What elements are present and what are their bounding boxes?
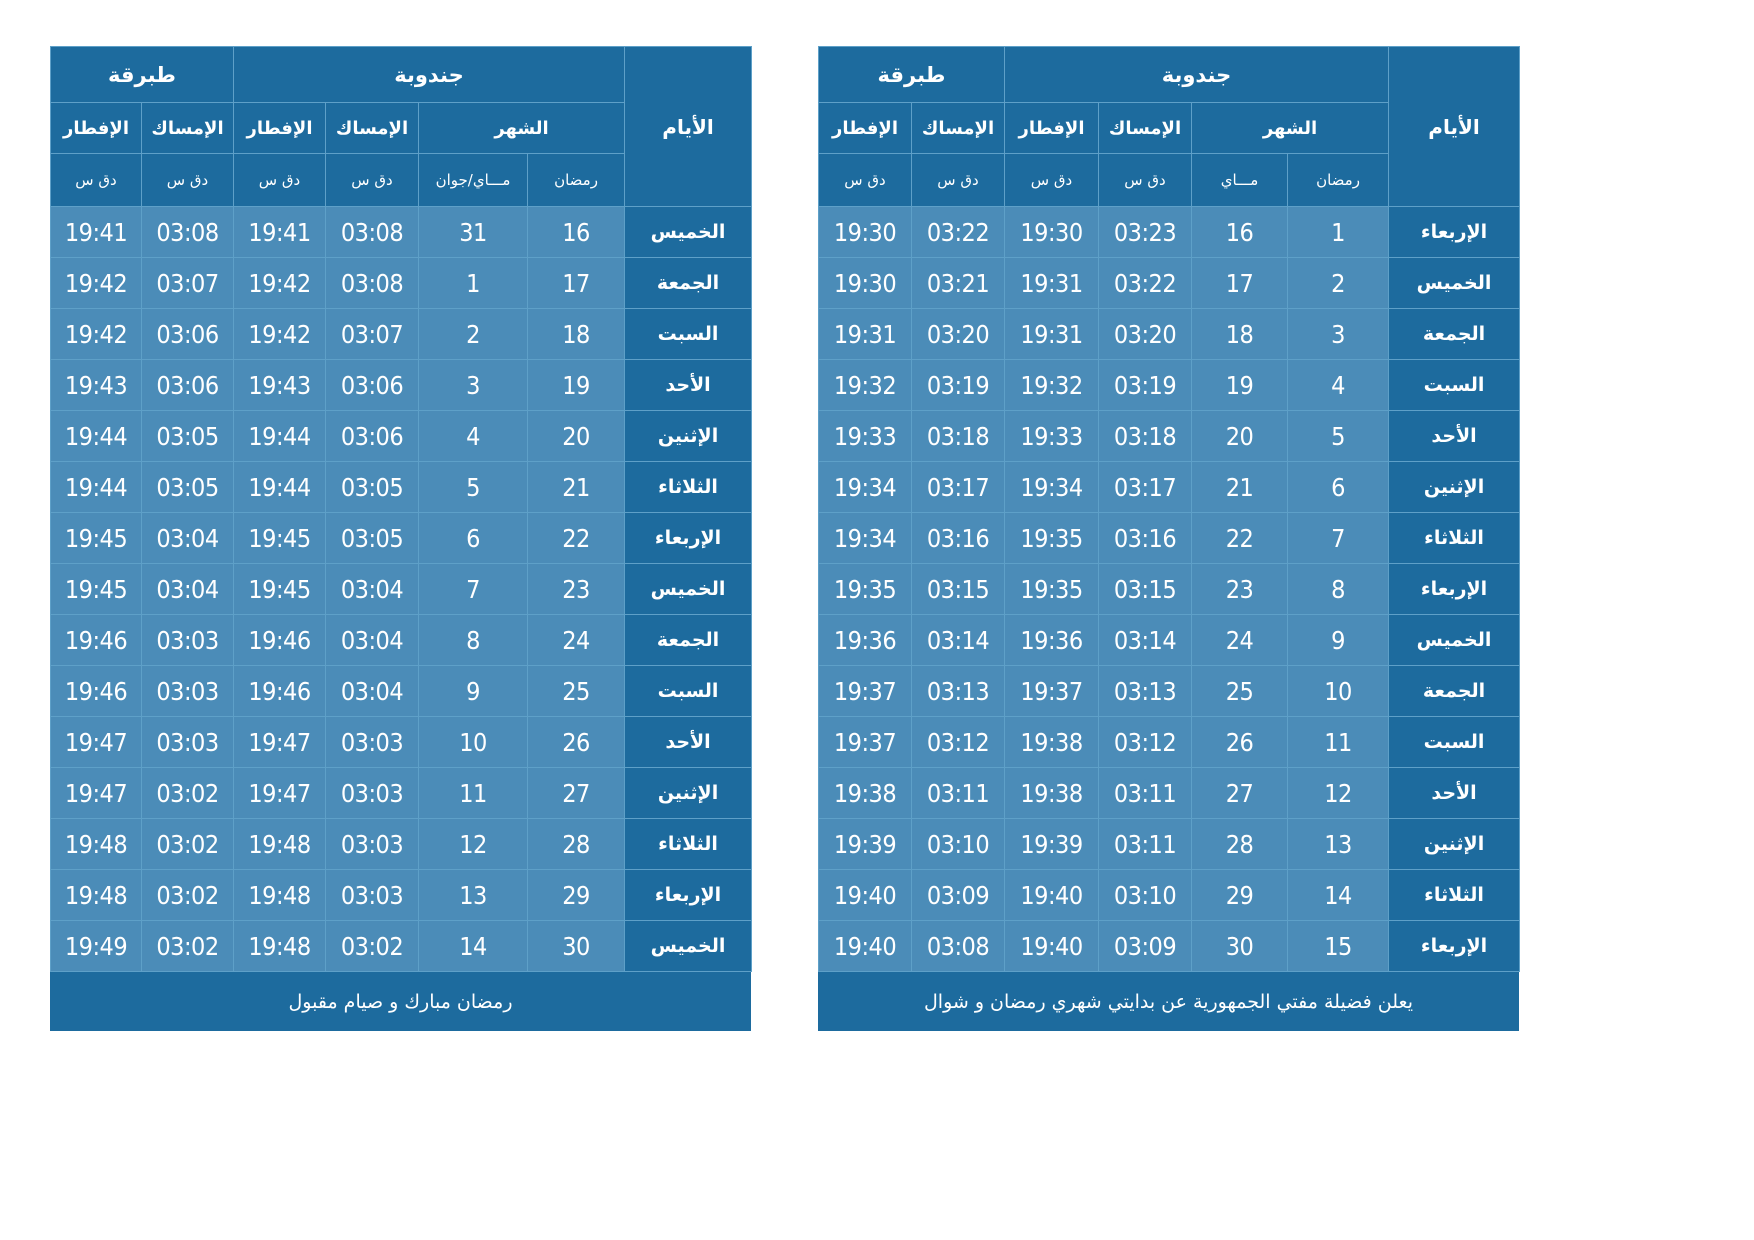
tabarka-imsak-cell: 03:05 — [142, 462, 234, 513]
jendouba-iftar-cell: 19:47 — [234, 768, 326, 819]
tabarka-imsak-cell: 03:08 — [912, 921, 1005, 972]
gregorian-date-cell: 13 — [419, 870, 528, 921]
weekday-cell: الإربعاء — [1389, 564, 1520, 615]
gregorian-date-cell: 8 — [419, 615, 528, 666]
jendouba-imsak-cell: 03:11 — [1099, 819, 1192, 870]
jendouba-iftar-header: الإفطار — [1005, 103, 1099, 154]
tabarka-iftar-cell: 19:47 — [51, 768, 142, 819]
jendouba-imsak-cell: 03:06 — [326, 360, 419, 411]
jendouba-imsak-cell: 03:09 — [1099, 921, 1192, 972]
ramadan-day-cell: 1 — [1288, 207, 1389, 258]
weekday-cell: الإربعاء — [1389, 207, 1520, 258]
tabarka-imsak-cell: 03:06 — [142, 360, 234, 411]
gregorian-date-cell: 2 — [419, 309, 528, 360]
tabarka-iftar-cell: 19:39 — [819, 819, 912, 870]
jendouba-iftar-cell: 19:48 — [234, 819, 326, 870]
tabarka-imsak-cell: 03:04 — [142, 564, 234, 615]
jendouba-iftar-header: الإفطار — [234, 103, 326, 154]
jendouba-imsak-cell: 03:05 — [326, 513, 419, 564]
ramadan-day-cell: 15 — [1288, 921, 1389, 972]
tabarka-imsak-cell: 03:17 — [912, 462, 1005, 513]
tabarka-imsak-cell: 03:04 — [142, 513, 234, 564]
jendouba-imsak-cell: 03:22 — [1099, 258, 1192, 309]
tabarka-imsak-cell: 03:21 — [912, 258, 1005, 309]
jendouba-iftar-cell: 19:35 — [1005, 513, 1099, 564]
weekday-cell: الأحد — [625, 717, 752, 768]
jendouba-iftar-cell: 19:39 — [1005, 819, 1099, 870]
weekday-cell: الخميس — [625, 207, 752, 258]
ramadan-day-cell: 18 — [528, 309, 625, 360]
gregorian-date-cell: 10 — [419, 717, 528, 768]
weekday-cell: الإثنين — [625, 768, 752, 819]
jendouba-imsak-cell: 03:07 — [326, 309, 419, 360]
ramadan-day-cell: 27 — [528, 768, 625, 819]
tabarka-iftar-cell: 19:46 — [51, 615, 142, 666]
ramadan-day-cell: 23 — [528, 564, 625, 615]
tabarka-imsak-cell: 03:03 — [142, 717, 234, 768]
footer-greeting: رمضان مبارك و صيام مقبول — [288, 990, 513, 1013]
table-row — [819, 513, 1520, 564]
ramadan-day-cell: 16 — [528, 207, 625, 258]
gregorian-month-header: مـــاي — [1192, 154, 1288, 207]
table-row — [819, 666, 1520, 717]
jendouba-iftar-cell: 19:42 — [234, 309, 326, 360]
ramadan-day-cell: 6 — [1288, 462, 1389, 513]
ramadan-day-cell: 26 — [528, 717, 625, 768]
table-row — [819, 207, 1520, 258]
weekday-cell: الجمعة — [625, 258, 752, 309]
weekday-cell: الجمعة — [625, 615, 752, 666]
weekday-cell: الثلاثاء — [625, 819, 752, 870]
gregorian-date-cell: 1 — [419, 258, 528, 309]
weekday-cell: الثلاثاء — [625, 462, 752, 513]
tabarka-imsak-cell: 03:20 — [912, 309, 1005, 360]
schedule-panel-first-half — [818, 46, 1519, 1031]
tabarka-iftar-cell: 19:43 — [51, 360, 142, 411]
weekday-cell: الأحد — [1389, 768, 1520, 819]
gregorian-date-cell: 26 — [1192, 717, 1288, 768]
weekday-cell: الخميس — [625, 921, 752, 972]
ramadan-day-cell: 20 — [528, 411, 625, 462]
weekday-cell: السبت — [1389, 360, 1520, 411]
gregorian-date-cell: 16 — [1192, 207, 1288, 258]
tabarka-imsak-cell: 03:05 — [142, 411, 234, 462]
ramadan-day-cell: 9 — [1288, 615, 1389, 666]
jendouba-imsak-cell: 03:13 — [1099, 666, 1192, 717]
ramadan-day-cell: 17 — [528, 258, 625, 309]
table-row — [51, 513, 752, 564]
gregorian-date-cell: 30 — [1192, 921, 1288, 972]
ramadan-day-cell: 2 — [1288, 258, 1389, 309]
ramadan-day-header: رمضان — [1288, 154, 1389, 207]
weekday-cell: الإثنين — [1389, 462, 1520, 513]
table-row — [819, 717, 1520, 768]
tabarka-imsak-cell: 03:08 — [142, 207, 234, 258]
city-header-jendouba: جندوبة — [234, 47, 625, 103]
weekday-cell: الثلاثاء — [1389, 870, 1520, 921]
weekday-cell: الخميس — [1389, 615, 1520, 666]
schedule-panel-second-half — [50, 46, 751, 1031]
jendouba-iftar-cell: 19:46 — [234, 666, 326, 717]
jendouba-iftar-cell: 19:48 — [234, 870, 326, 921]
tabarka-iftar-cell: 19:34 — [819, 462, 912, 513]
table-row — [819, 615, 1520, 666]
gregorian-date-cell: 5 — [419, 462, 528, 513]
tabarka-iftar-cell: 19:38 — [819, 768, 912, 819]
jendouba-imsak-cell: 03:03 — [326, 717, 419, 768]
jendouba-iftar-cell: 19:46 — [234, 615, 326, 666]
gregorian-month-header: مـــاي/جوان — [419, 154, 528, 207]
weekday-cell: الإربعاء — [625, 870, 752, 921]
ramadan-day-cell: 13 — [1288, 819, 1389, 870]
tabarka-imsak-header: الإمساك — [142, 103, 234, 154]
table-row — [51, 666, 752, 717]
gregorian-date-cell: 28 — [1192, 819, 1288, 870]
weekday-cell: الإربعاء — [625, 513, 752, 564]
table-row — [51, 768, 752, 819]
tabarka-imsak-cell: 03:03 — [142, 666, 234, 717]
gregorian-date-cell: 31 — [419, 207, 528, 258]
tabarka-iftar-cell: 19:32 — [819, 360, 912, 411]
gregorian-date-cell: 7 — [419, 564, 528, 615]
ramadan-day-cell: 11 — [1288, 717, 1389, 768]
gregorian-date-cell: 22 — [1192, 513, 1288, 564]
tabarka-iftar-cell: 19:36 — [819, 615, 912, 666]
table-row — [819, 564, 1520, 615]
jendouba-imsak-cell: 03:16 — [1099, 513, 1192, 564]
ramadan-day-cell: 7 — [1288, 513, 1389, 564]
jendouba-imsak-cell: 03:10 — [1099, 870, 1192, 921]
footer-announcement: يعلن فضيلة مفتي الجمهورية عن بدايتي شهري رمضان و شوال — [923, 990, 1414, 1013]
tabarka-iftar-cell: 19:44 — [51, 462, 142, 513]
jendouba-iftar-cell: 19:34 — [1005, 462, 1099, 513]
ramadan-day-cell: 22 — [528, 513, 625, 564]
jendouba-iftar-cell: 19:32 — [1005, 360, 1099, 411]
unit-label: دق س — [819, 154, 912, 207]
jendouba-iftar-cell: 19:44 — [234, 462, 326, 513]
jendouba-iftar-cell: 19:45 — [234, 564, 326, 615]
days-column-header: الأيام — [625, 47, 752, 207]
table-row — [819, 258, 1520, 309]
jendouba-iftar-cell: 19:38 — [1005, 768, 1099, 819]
jendouba-imsak-header: الإمساك — [326, 103, 419, 154]
jendouba-imsak-cell: 03:05 — [326, 462, 419, 513]
unit-label: دق س — [234, 154, 326, 207]
gregorian-date-cell: 21 — [1192, 462, 1288, 513]
gregorian-date-cell: 6 — [419, 513, 528, 564]
city-header-tabarka: طبرقة — [819, 47, 1005, 103]
jendouba-iftar-cell: 19:35 — [1005, 564, 1099, 615]
weekday-cell: الثلاثاء — [1389, 513, 1520, 564]
tabarka-iftar-cell: 19:41 — [51, 207, 142, 258]
jendouba-iftar-cell: 19:45 — [234, 513, 326, 564]
tabarka-iftar-cell: 19:48 — [51, 819, 142, 870]
gregorian-date-cell: 25 — [1192, 666, 1288, 717]
unit-label: دق س — [1099, 154, 1192, 207]
jendouba-imsak-cell: 03:04 — [326, 666, 419, 717]
tabarka-imsak-cell: 03:15 — [912, 564, 1005, 615]
tabarka-imsak-cell: 03:22 — [912, 207, 1005, 258]
weekday-cell: السبت — [1389, 717, 1520, 768]
table-row — [51, 717, 752, 768]
ramadan-day-cell: 25 — [528, 666, 625, 717]
jendouba-imsak-cell: 03:04 — [326, 615, 419, 666]
gregorian-date-cell: 17 — [1192, 258, 1288, 309]
tabarka-iftar-cell: 19:34 — [819, 513, 912, 564]
gregorian-date-cell: 27 — [1192, 768, 1288, 819]
ramadan-day-cell: 14 — [1288, 870, 1389, 921]
jendouba-iftar-cell: 19:38 — [1005, 717, 1099, 768]
jendouba-imsak-cell: 03:03 — [326, 819, 419, 870]
tabarka-iftar-cell: 19:48 — [51, 870, 142, 921]
tabarka-imsak-cell: 03:02 — [142, 921, 234, 972]
tabarka-imsak-cell: 03:02 — [142, 819, 234, 870]
tabarka-imsak-cell: 03:10 — [912, 819, 1005, 870]
gregorian-date-cell: 11 — [419, 768, 528, 819]
table-row — [51, 870, 752, 921]
weekday-cell: السبت — [625, 309, 752, 360]
table-row — [51, 819, 752, 870]
weekday-cell: الأحد — [1389, 411, 1520, 462]
tabarka-iftar-cell: 19:42 — [51, 309, 142, 360]
table-row — [51, 258, 752, 309]
gregorian-date-cell: 18 — [1192, 309, 1288, 360]
jendouba-imsak-cell: 03:14 — [1099, 615, 1192, 666]
tabarka-imsak-cell: 03:03 — [142, 615, 234, 666]
table-row — [51, 615, 752, 666]
tabarka-imsak-cell: 03:16 — [912, 513, 1005, 564]
weekday-cell: الأحد — [625, 360, 752, 411]
ramadan-day-cell: 8 — [1288, 564, 1389, 615]
ramadan-day-cell: 24 — [528, 615, 625, 666]
jendouba-iftar-cell: 19:47 — [234, 717, 326, 768]
table-row — [819, 921, 1520, 972]
schedule-table — [50, 46, 752, 972]
jendouba-imsak-cell: 03:20 — [1099, 309, 1192, 360]
jendouba-iftar-cell: 19:40 — [1005, 921, 1099, 972]
table-row — [819, 360, 1520, 411]
city-header-tabarka: طبرقة — [51, 47, 234, 103]
jendouba-iftar-cell: 19:36 — [1005, 615, 1099, 666]
table-row — [51, 360, 752, 411]
jendouba-iftar-cell: 19:43 — [234, 360, 326, 411]
tabarka-iftar-cell: 19:33 — [819, 411, 912, 462]
jendouba-imsak-cell: 03:08 — [326, 258, 419, 309]
weekday-cell: السبت — [625, 666, 752, 717]
unit-label: دق س — [1005, 154, 1099, 207]
gregorian-date-cell: 23 — [1192, 564, 1288, 615]
tabarka-imsak-cell: 03:13 — [912, 666, 1005, 717]
tabarka-iftar-cell: 19:40 — [819, 870, 912, 921]
ramadan-day-cell: 10 — [1288, 666, 1389, 717]
jendouba-iftar-cell: 19:41 — [234, 207, 326, 258]
table-row — [51, 462, 752, 513]
jendouba-imsak-cell: 03:06 — [326, 411, 419, 462]
tabarka-iftar-header: الإفطار — [819, 103, 912, 154]
ramadan-day-cell: 4 — [1288, 360, 1389, 411]
jendouba-imsak-cell: 03:15 — [1099, 564, 1192, 615]
days-column-header: الأيام — [1389, 47, 1520, 207]
schedule-table — [818, 46, 1520, 972]
jendouba-imsak-cell: 03:02 — [326, 921, 419, 972]
tabarka-imsak-cell: 03:14 — [912, 615, 1005, 666]
jendouba-imsak-cell: 03:03 — [326, 870, 419, 921]
jendouba-imsak-cell: 03:03 — [326, 768, 419, 819]
jendouba-imsak-cell: 03:08 — [326, 207, 419, 258]
table-row — [51, 921, 752, 972]
ramadan-day-cell: 3 — [1288, 309, 1389, 360]
tabarka-imsak-cell: 03:09 — [912, 870, 1005, 921]
table-row — [819, 309, 1520, 360]
table-row — [819, 819, 1520, 870]
table-row — [51, 207, 752, 258]
jendouba-imsak-header: الإمساك — [1099, 103, 1192, 154]
jendouba-iftar-cell: 19:37 — [1005, 666, 1099, 717]
ramadan-day-header: رمضان — [528, 154, 625, 207]
ramadan-day-cell: 21 — [528, 462, 625, 513]
tabarka-iftar-cell: 19:30 — [819, 207, 912, 258]
ramadan-day-cell: 28 — [528, 819, 625, 870]
tabarka-imsak-cell: 03:02 — [142, 870, 234, 921]
tabarka-iftar-cell: 19:49 — [51, 921, 142, 972]
table-row — [819, 768, 1520, 819]
tabarka-iftar-cell: 19:47 — [51, 717, 142, 768]
month-header: الشهر — [419, 103, 625, 154]
gregorian-date-cell: 12 — [419, 819, 528, 870]
gregorian-date-cell: 29 — [1192, 870, 1288, 921]
gregorian-date-cell: 24 — [1192, 615, 1288, 666]
table-row — [819, 411, 1520, 462]
ramadan-day-cell: 12 — [1288, 768, 1389, 819]
jendouba-imsak-cell: 03:18 — [1099, 411, 1192, 462]
tabarka-iftar-cell: 19:46 — [51, 666, 142, 717]
jendouba-imsak-cell: 03:04 — [326, 564, 419, 615]
weekday-cell: الجمعة — [1389, 666, 1520, 717]
table-row — [51, 411, 752, 462]
gregorian-date-cell: 20 — [1192, 411, 1288, 462]
table-row — [819, 462, 1520, 513]
table-row — [819, 870, 1520, 921]
gregorian-date-cell: 3 — [419, 360, 528, 411]
ramadan-day-cell: 30 — [528, 921, 625, 972]
jendouba-iftar-cell: 19:30 — [1005, 207, 1099, 258]
gregorian-date-cell: 9 — [419, 666, 528, 717]
unit-label: دق س — [142, 154, 234, 207]
weekday-cell: الخميس — [625, 564, 752, 615]
jendouba-iftar-cell: 19:31 — [1005, 258, 1099, 309]
jendouba-iftar-cell: 19:44 — [234, 411, 326, 462]
tabarka-imsak-cell: 03:11 — [912, 768, 1005, 819]
tabarka-iftar-cell: 19:35 — [819, 564, 912, 615]
tabarka-iftar-cell: 19:37 — [819, 717, 912, 768]
table-row — [51, 564, 752, 615]
tabarka-imsak-cell: 03:18 — [912, 411, 1005, 462]
tabarka-imsak-cell: 03:07 — [142, 258, 234, 309]
tabarka-iftar-cell: 19:40 — [819, 921, 912, 972]
gregorian-date-cell: 19 — [1192, 360, 1288, 411]
tabarka-iftar-cell: 19:45 — [51, 564, 142, 615]
tabarka-imsak-cell: 03:19 — [912, 360, 1005, 411]
jendouba-iftar-cell: 19:31 — [1005, 309, 1099, 360]
gregorian-date-cell: 4 — [419, 411, 528, 462]
unit-label: دق س — [912, 154, 1005, 207]
city-header-jendouba: جندوبة — [1005, 47, 1389, 103]
tabarka-imsak-cell: 03:12 — [912, 717, 1005, 768]
tabarka-iftar-cell: 19:45 — [51, 513, 142, 564]
weekday-cell: الإثنين — [1389, 819, 1520, 870]
tabarka-imsak-header: الإمساك — [912, 103, 1005, 154]
tabarka-imsak-cell: 03:06 — [142, 309, 234, 360]
jendouba-imsak-cell: 03:12 — [1099, 717, 1192, 768]
unit-label: دق س — [326, 154, 419, 207]
unit-label: دق س — [51, 154, 142, 207]
table-row — [51, 309, 752, 360]
jendouba-iftar-cell: 19:42 — [234, 258, 326, 309]
jendouba-iftar-cell: 19:48 — [234, 921, 326, 972]
jendouba-iftar-cell: 19:33 — [1005, 411, 1099, 462]
jendouba-imsak-cell: 03:19 — [1099, 360, 1192, 411]
gregorian-date-cell: 14 — [419, 921, 528, 972]
weekday-cell: الإثنين — [625, 411, 752, 462]
month-header: الشهر — [1192, 103, 1389, 154]
tabarka-iftar-cell: 19:31 — [819, 309, 912, 360]
tabarka-imsak-cell: 03:02 — [142, 768, 234, 819]
tabarka-iftar-header: الإفطار — [51, 103, 142, 154]
jendouba-imsak-cell: 03:17 — [1099, 462, 1192, 513]
weekday-cell: الجمعة — [1389, 309, 1520, 360]
tabarka-iftar-cell: 19:37 — [819, 666, 912, 717]
jendouba-iftar-cell: 19:40 — [1005, 870, 1099, 921]
weekday-cell: الإربعاء — [1389, 921, 1520, 972]
ramadan-day-cell: 29 — [528, 870, 625, 921]
ramadan-day-cell: 5 — [1288, 411, 1389, 462]
ramadan-day-cell: 19 — [528, 360, 625, 411]
weekday-cell: الخميس — [1389, 258, 1520, 309]
jendouba-imsak-cell: 03:23 — [1099, 207, 1192, 258]
tabarka-iftar-cell: 19:30 — [819, 258, 912, 309]
tabarka-iftar-cell: 19:44 — [51, 411, 142, 462]
tabarka-iftar-cell: 19:42 — [51, 258, 142, 309]
jendouba-imsak-cell: 03:11 — [1099, 768, 1192, 819]
